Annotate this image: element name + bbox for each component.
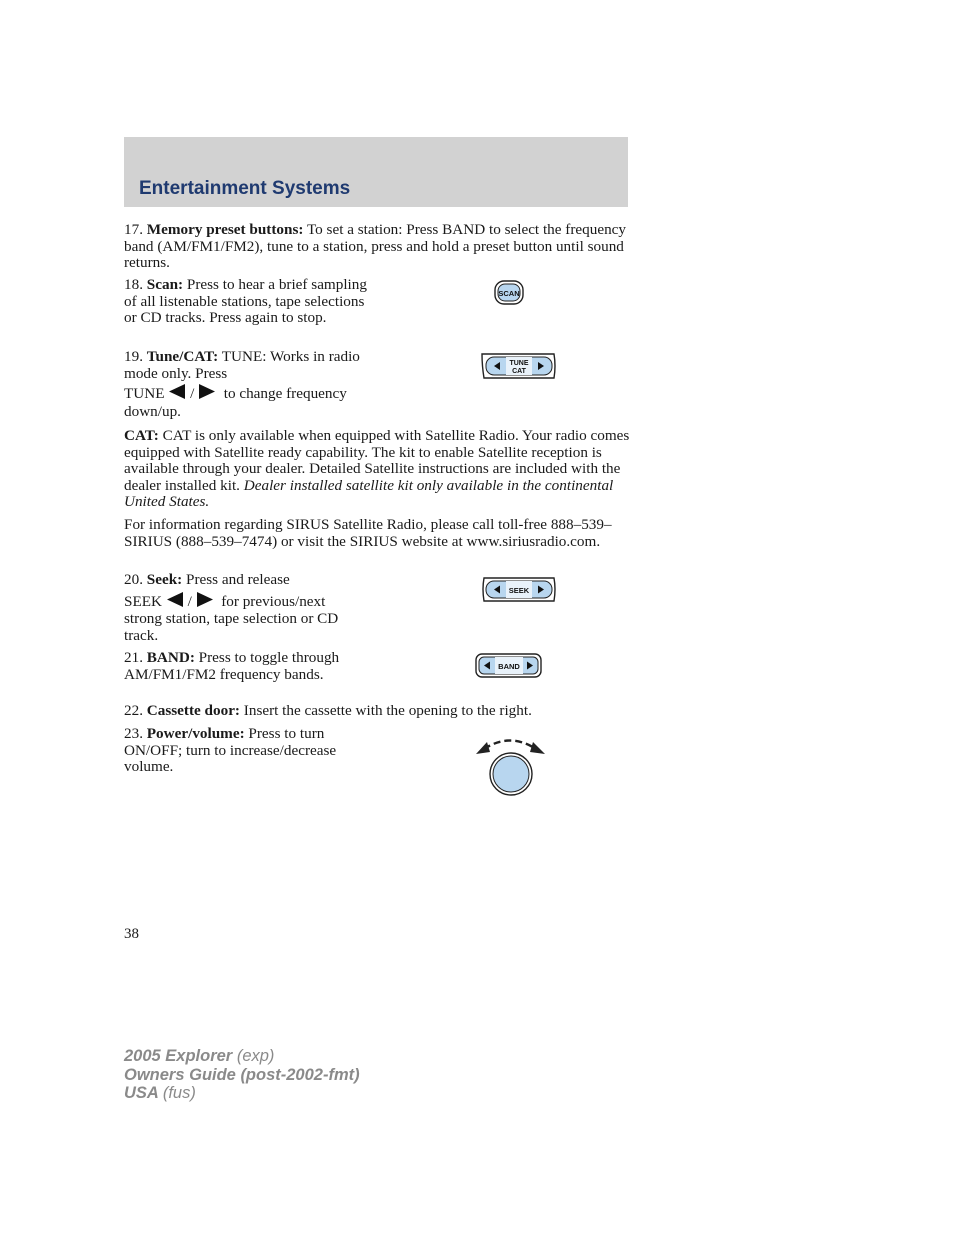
scan-button-icon bbox=[494, 280, 526, 306]
section-title: Entertainment Systems bbox=[139, 178, 351, 199]
item-label: Tune/CAT: bbox=[146, 348, 219, 365]
left-triangle-icon bbox=[168, 383, 186, 400]
item-22-cassette-door bbox=[124, 703, 630, 720]
item-text: Press and release bbox=[186, 571, 290, 588]
power-volume-knob-icon bbox=[470, 732, 552, 798]
footer-model-code: (exp) bbox=[236, 1047, 275, 1065]
seek-button-icon bbox=[480, 576, 558, 603]
item-20-tail: strong station, tape selection or CD track. bbox=[124, 610, 339, 644]
item-label: Scan: bbox=[146, 276, 184, 293]
cat-label: CAT: bbox=[124, 427, 159, 444]
footer-market: USA bbox=[124, 1084, 159, 1102]
page-number: 38 bbox=[124, 926, 139, 942]
item-number: 22. bbox=[124, 702, 143, 719]
item-number: 21. bbox=[124, 649, 143, 666]
item-number: 23. bbox=[124, 725, 143, 742]
item-number: 19. bbox=[124, 348, 143, 365]
item-label: Memory preset buttons: bbox=[146, 221, 304, 238]
rotate-left-arrow-icon bbox=[476, 742, 490, 754]
document-footer bbox=[124, 1047, 360, 1103]
band-label: BAND bbox=[498, 662, 520, 671]
item-18-scan bbox=[124, 277, 369, 327]
item-text: Insert the cassette with the opening to the right. bbox=[243, 702, 532, 719]
item-number: 20. bbox=[124, 571, 143, 588]
footer-line-2: Owners Guide (post-2002-fmt) bbox=[124, 1065, 360, 1084]
item-21-band bbox=[124, 650, 374, 683]
item-19-tune-cat bbox=[124, 349, 374, 382]
item-19-tail: down/up. bbox=[124, 403, 181, 420]
footer-model: 2005 Explorer bbox=[124, 1047, 233, 1065]
item-text: for previous/next bbox=[221, 593, 326, 610]
item-text: TUNE: Works in radio mode only. Press bbox=[124, 348, 360, 382]
seek-label: SEEK bbox=[508, 586, 530, 595]
item-label: Power/volume: bbox=[146, 725, 245, 742]
footer-line-3 bbox=[124, 1084, 360, 1103]
footer-line-1 bbox=[124, 1047, 360, 1066]
seek-word: SEEK bbox=[124, 593, 162, 610]
item-20-seek bbox=[124, 572, 374, 589]
item-text: to change frequency bbox=[223, 385, 347, 402]
slash: / bbox=[187, 593, 192, 610]
item-label: Seek: bbox=[146, 571, 183, 588]
sirius-paragraph: For information regarding SIRUS Satellite Radio, please call toll-free 888–539–SIRIUS (888–539–7474) or visit the SIRIUS website at www.siriusradio.com. bbox=[124, 516, 612, 550]
right-triangle-icon bbox=[196, 591, 214, 608]
item-text: Press to toggle through AM/FM1/FM2 frequency bands. bbox=[124, 649, 340, 683]
tune-cat-button-icon bbox=[480, 352, 558, 380]
item-number: 17. bbox=[124, 221, 143, 238]
item-number: 18. bbox=[124, 276, 143, 293]
item-text: Press to hear a brief sampling of all listenable stations, tape selections or CD tracks. Press again to stop. bbox=[124, 276, 367, 326]
footer-market-code: (fus) bbox=[162, 1084, 196, 1102]
item-20-seek-line bbox=[124, 591, 384, 611]
tune-label: TUNE bbox=[509, 360, 529, 367]
cat-italic-note: Dealer installed satellite kit only available in the continental United States. bbox=[124, 476, 614, 510]
left-triangle-icon bbox=[166, 591, 184, 608]
item-17-memory-preset bbox=[124, 222, 630, 272]
cat-label: CAT bbox=[512, 368, 526, 375]
item-label: BAND: bbox=[146, 649, 195, 666]
item-label: Cassette door: bbox=[146, 702, 240, 719]
scan-button-label: SCAN bbox=[498, 289, 520, 298]
right-triangle-icon bbox=[198, 383, 216, 400]
cat-paragraph bbox=[124, 428, 630, 511]
slash: / bbox=[190, 385, 195, 402]
item-text: Press to turn ON/OFF; turn to increase/decrease volume. bbox=[124, 725, 337, 775]
item-23-power-volume bbox=[124, 726, 369, 776]
cat-text: CAT is only available when equipped with Satellite Radio. Your radio comes equipped with Satellite ready capability. The kit to enable Satellite reception is available through your dealer. Detailed Satellite instructions are included with the dealer installed kit. bbox=[124, 427, 630, 494]
rotate-right-arrow-icon bbox=[530, 742, 545, 754]
band-button-icon bbox=[475, 653, 543, 679]
item-19-tune-line bbox=[124, 383, 384, 403]
tune-word: TUNE bbox=[124, 385, 165, 402]
item-text: To set a station: Press BAND to select the frequency band (AM/FM1/FM2), tune to a station, press and hold a preset button until sound returns. bbox=[124, 221, 627, 271]
